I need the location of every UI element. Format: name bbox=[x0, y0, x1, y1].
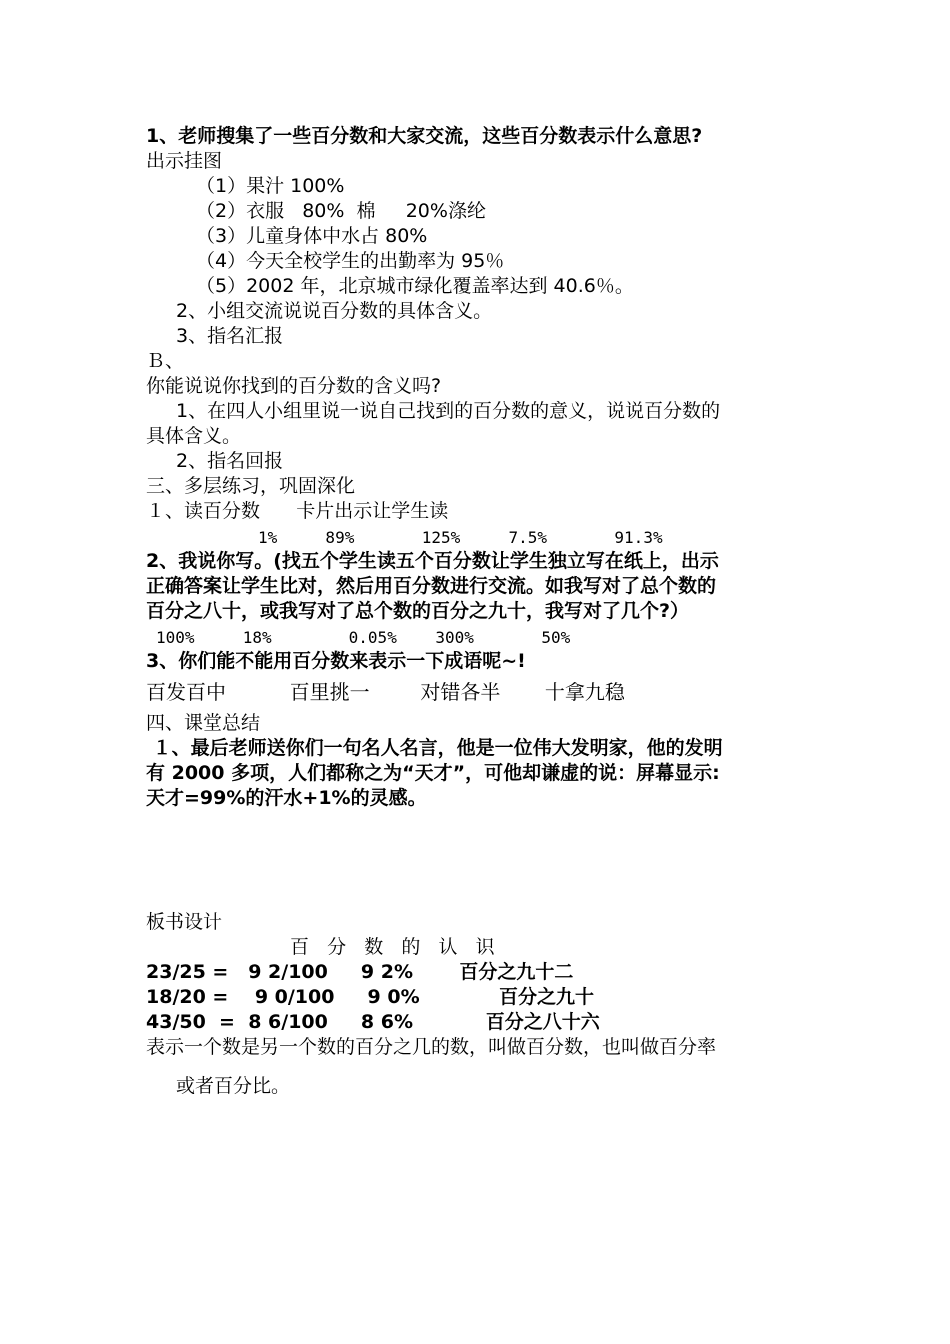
idiom-list: 百发百中 百里挑一 对错各半 十拿九稳 bbox=[146, 680, 625, 704]
section-heading: 四、课堂总结 bbox=[146, 712, 261, 734]
step-line: 2、指名回报 bbox=[176, 450, 284, 472]
section-heading: 三、多层练习，巩固深化 bbox=[146, 475, 356, 497]
board-row: 43/50 = 8 6/100 8 6% 百分之八十六 bbox=[146, 1011, 600, 1033]
board-row: 18/20 = 9 0/100 9 0% 百分之九十 bbox=[146, 986, 595, 1008]
text-line: 正确答案让学生比对，然后用百分数进行交流。如我写对了总个数的 bbox=[146, 575, 717, 597]
text-line: 3、你们能不能用百分数来表示一下成语呢~! bbox=[146, 650, 526, 672]
definition-line: 或者百分比。 bbox=[176, 1075, 291, 1097]
text-line: １、读百分数 卡片出示让学生读 bbox=[146, 500, 449, 522]
question-line: 1、老师搜集了一些百分数和大家交流，这些百分数表示什么意思? bbox=[146, 125, 703, 147]
text-line: 有 2000 多项，人们都称之为“天才”，可他却谦虚的说：屏幕显示: bbox=[146, 762, 720, 784]
step-line: 2、小组交流说说百分数的具体含义。 bbox=[176, 300, 493, 322]
board-title: 百 分 数 的 认 识 bbox=[290, 936, 495, 958]
percent-values: 1% 89% 125% 7.5% 91.3% bbox=[258, 528, 663, 547]
board-label: 板书设计 bbox=[146, 911, 223, 933]
definition-line: 表示一个数是另一个数的百分之几的数，叫做百分数，也叫做百分率 bbox=[146, 1036, 717, 1058]
step-line: 3、指名汇报 bbox=[176, 325, 284, 347]
text-line: 出示挂图 bbox=[146, 150, 223, 172]
list-item: （5）2002 年，北京城市绿化覆盖率达到 40.6％。 bbox=[196, 275, 634, 297]
text-line: 百分之八十，或我写对了总个数的百分之九十，我写对了几个?） bbox=[146, 600, 690, 622]
section-label: Ｂ、 bbox=[146, 350, 185, 372]
question-line: 你能说说你找到的百分数的含义吗? bbox=[146, 375, 442, 397]
step-line: 1、在四人小组里说一说自己找到的百分数的意义，说说百分数的 bbox=[176, 400, 721, 422]
text-line: 具体含义。 bbox=[146, 425, 242, 447]
text-line: １、最后老师送你们一句名人名言，他是一位伟大发明家，他的发明 bbox=[146, 737, 723, 759]
text-line: 2、我说你写。(找五个学生读五个百分数让学生独立写在纸上，出示 bbox=[146, 550, 719, 572]
board-row: 23/25 = 9 2/100 9 2% 百分之九十二 bbox=[146, 961, 574, 983]
percent-values: 100% 18% 0.05% 300% 50% bbox=[156, 628, 571, 647]
list-item: （1）果汁 100% bbox=[196, 175, 345, 197]
text-line: 天才=99%的汗水+1%的灵感。 bbox=[146, 787, 427, 809]
list-item: （4）今天全校学生的出勤率为 95％ bbox=[196, 250, 505, 272]
list-item: （2）衣服 80% 棉 20%涤纶 bbox=[196, 200, 486, 222]
list-item: （3）儿童身体中水占 80% bbox=[196, 225, 428, 247]
